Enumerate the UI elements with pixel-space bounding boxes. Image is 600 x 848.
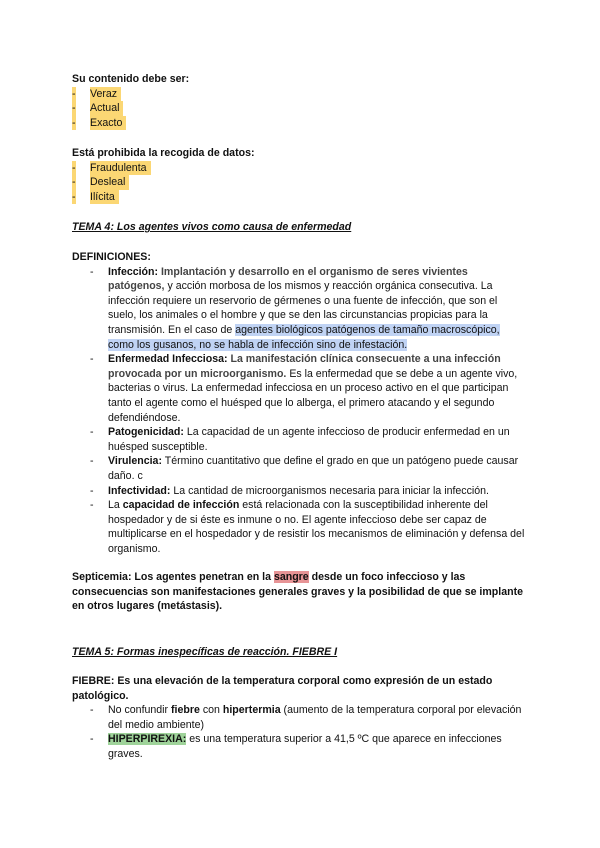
fiebre-heading: FIEBRE: Es una elevación de la temperatura corporal como expresión de un estado patológico. [72,675,493,702]
definition-infeccion: - Infección: Implantación y desarrollo en el organismo de seres vivientes patógenos, y acción morbosa de los mismos y reacción orgánica consecutiva. La infección requiere un reservorio de gérmenes o una fuente de infección, que son el suelo, los animales o el hombre y que se den las circunstancias propicias para la transmisión. En el caso de agentes biológicos patógenos de tamaño macroscópico, como los gusanos, no se habla de infección sino de infestación. [90,265,500,351]
list-item: - Desleal [72,175,527,190]
definiciones-heading: DEFINICIONES: [72,251,151,263]
definition-patogenicidad: - Patogenicidad: La capacidad de un agente infeccioso de producir enfermedad en un huésped susceptible. [90,426,510,453]
definition-virulencia: - Virulencia: Término cuantitativo que define el grado en que un patógeno puede causar daño. c [90,455,519,482]
list-item: - Ilícita [72,190,527,205]
list-item: - Actual [72,101,527,116]
definition-enfermedad: - Enfermedad Infecciosa: La manifestación clínica consecuente a una infección provocada por un microorganismo. Es la enfermedad que se debe a un agente vivo, bacterias o virus. La enfermedad infecciosa en un proceso activo en el que participan tanto el agente como el huésped que lo alberga, el primero atacando y el segundo defendiéndose. [90,353,518,424]
tema5-title: TEMA 5: Formas inespecíficas de reacción. FIEBRE I [72,646,338,658]
fiebre-item: - No confundir fiebre con hipertermia (aumento de la temperatura corporal por elevación del medio ambiente) [90,704,522,731]
section-content [72,72,527,130]
hiperpirexia-item: - HIPERPIREXIA: es una temperatura superior a 41,5 ºC que aparece en infecciones graves. [90,733,502,760]
section-prohibited [72,146,527,204]
septicemia-paragraph: Septicemia: Los agentes penetran en la sangre desde un foco infeccioso y las consecuencias son manifestaciones generales graves y la posibilidad de que se implante en otros lugares (metástasis). [72,571,523,613]
tema4-title: TEMA 4: Los agentes vivos como causa de enfermedad [72,221,352,233]
list-item: - Fraudulenta [72,161,527,176]
list-item: - Exacto [72,116,527,131]
definiciones-section [72,250,527,556]
section-heading: Está prohibida la recogida de datos: [72,147,255,159]
list-item: - Veraz [72,87,527,102]
definition-capacidad: - La capacidad de infección está relacionada con la susceptibilidad inherente del hospedador y de si éste es inmune o no. El agente infeccioso debe ser capaz de multiplicarse en el hospedador y de resistir los mecanismos de eliminación y defensa del organismo. [90,499,525,555]
definition-infectividad: - Infectividad: La cantidad de microorganismos necesaria para iniciar la infección. [90,484,489,497]
section-heading: Su contenido debe ser: [72,73,190,85]
fiebre-section [72,674,527,762]
